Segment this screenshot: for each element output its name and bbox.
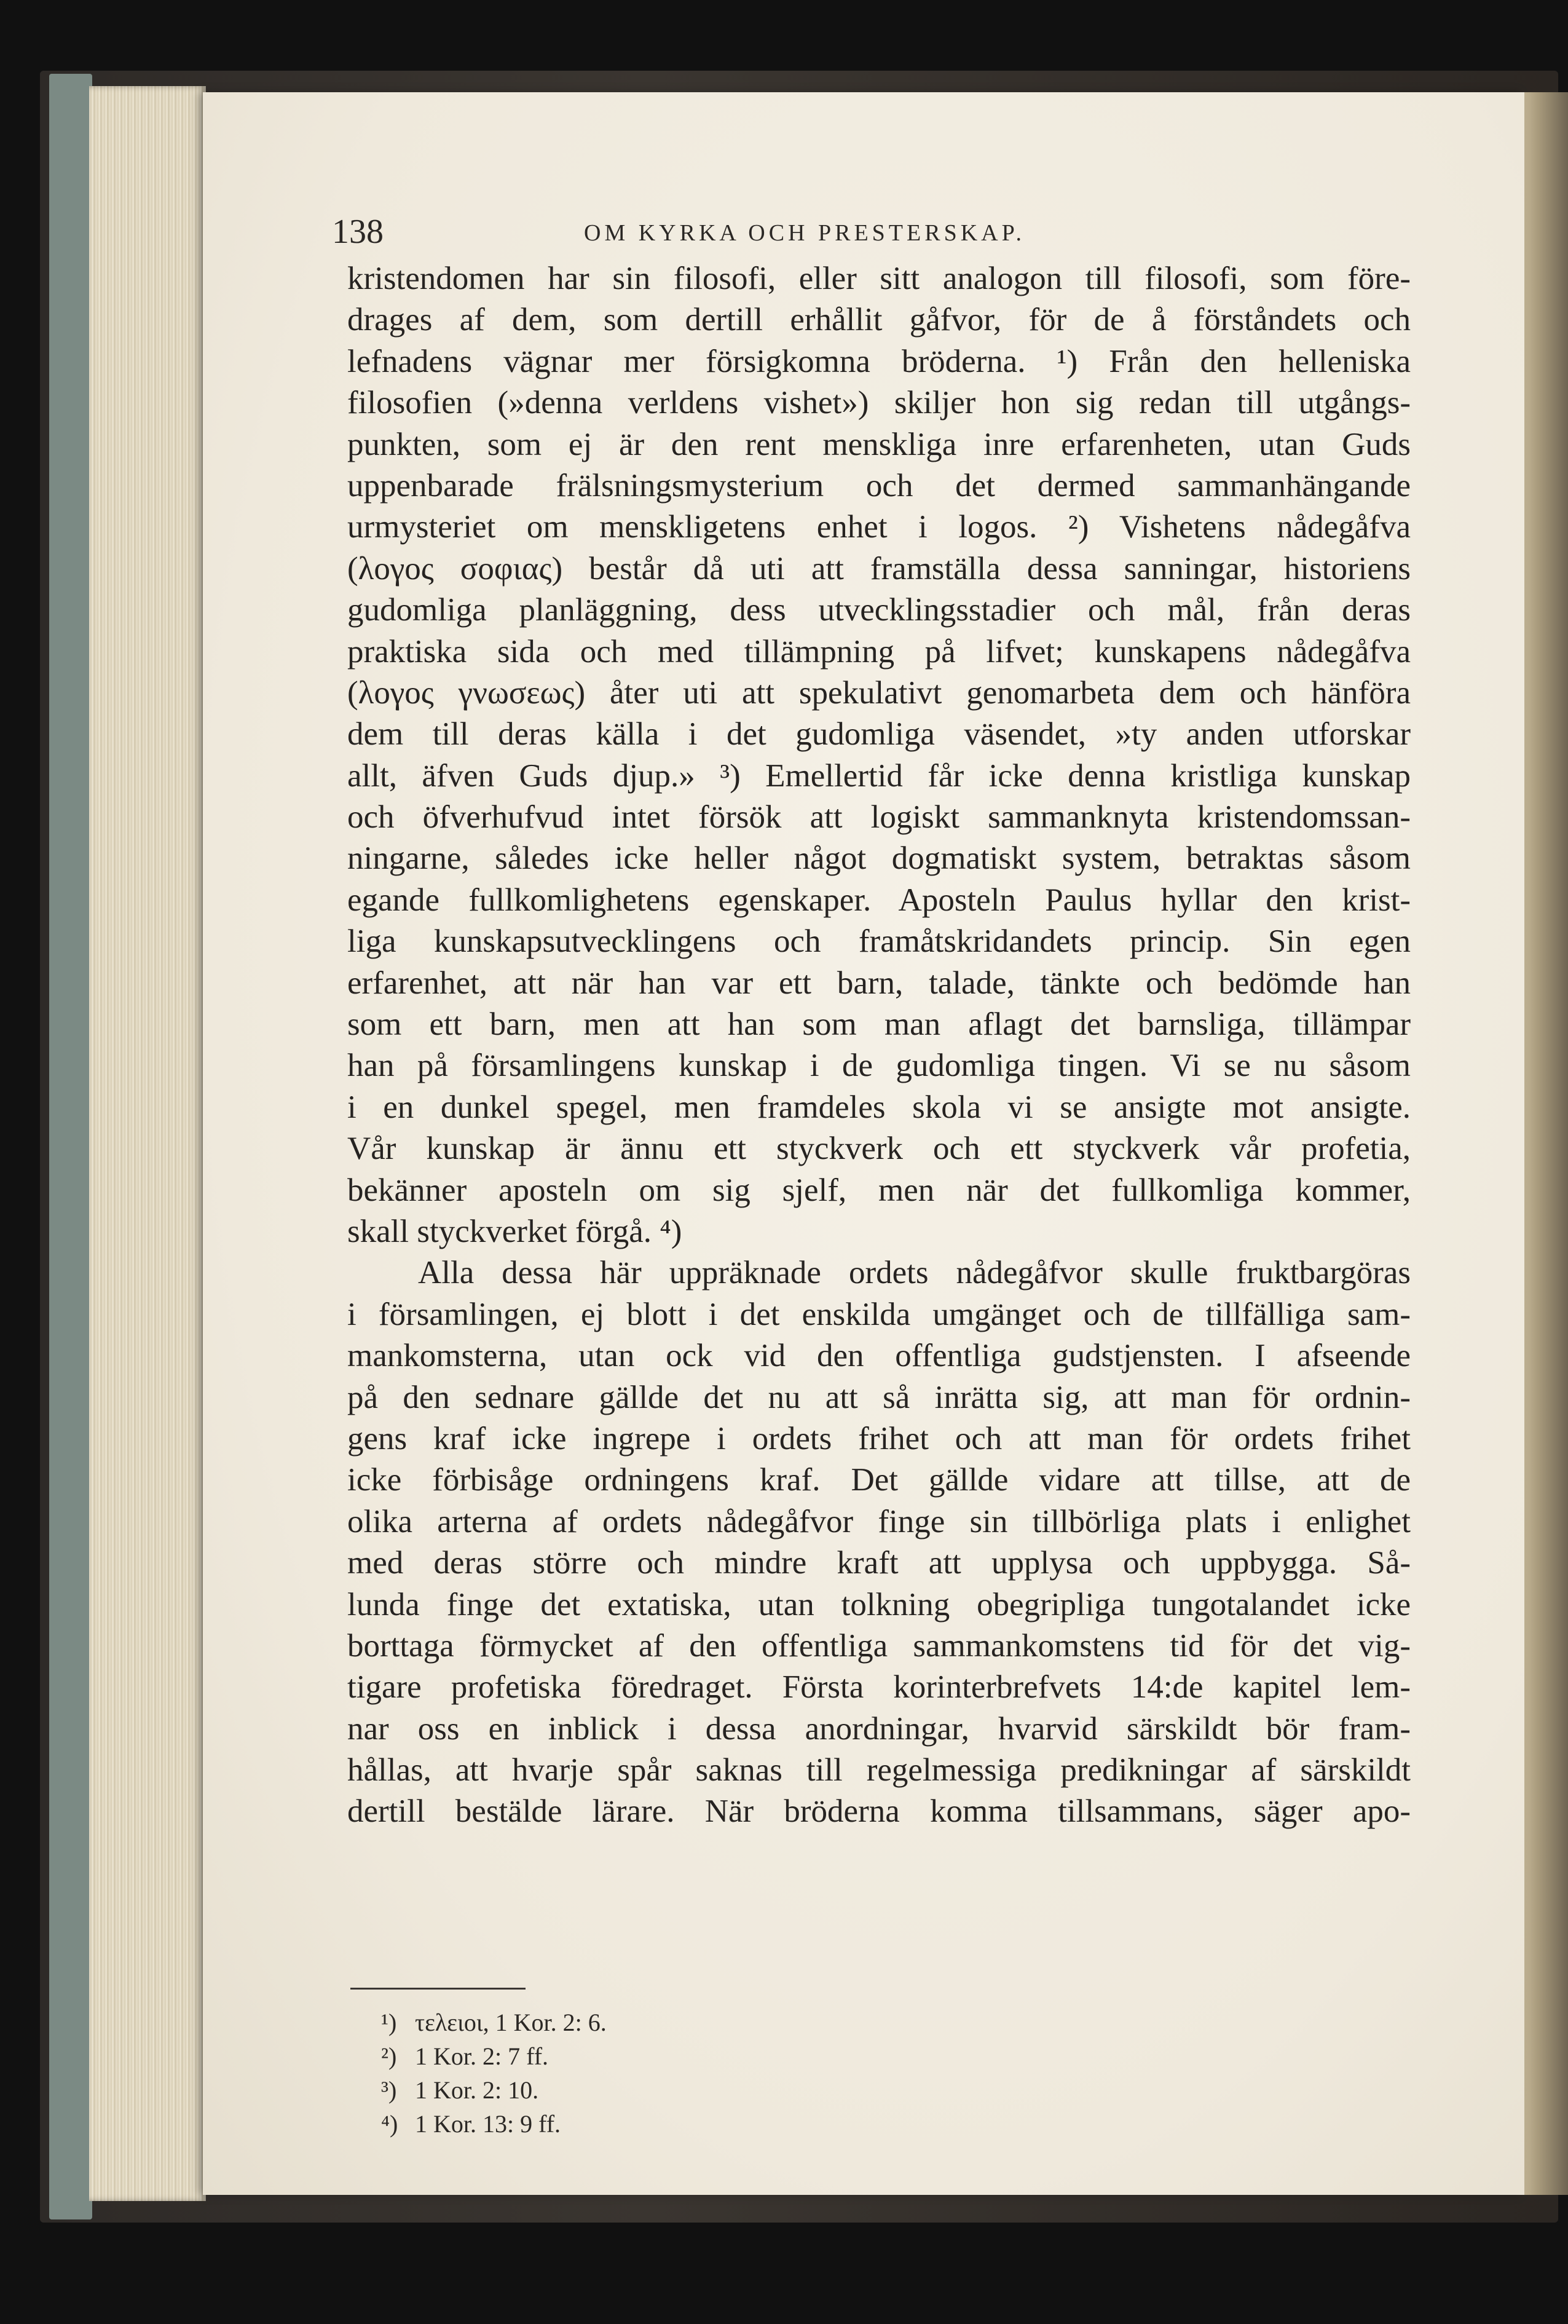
text-line: bekänner aposteln om sig sjelf, men när det fullkomliga kommer, bbox=[347, 1172, 1411, 1208]
text-line: praktiska sida och med tillämpning på lifvet; kunskapens nådegåfva bbox=[347, 633, 1411, 670]
text-line: mankomsterna, utan ock vid den offentliga gudstjensten. I afseende bbox=[347, 1338, 1411, 1374]
body-text bbox=[347, 258, 1411, 1833]
footnote-text: τελειοι, 1 Kor. 2: 6. bbox=[415, 2009, 607, 2036]
text-line: allt, äfven Guds djup.» ³) Emellertid får icke denna kristliga kunskap bbox=[347, 757, 1411, 794]
text-line: liga kunskapsutvecklingens och framåtskridandets princip. Sin egen bbox=[347, 923, 1411, 960]
text-line: erfarenhet, att när han var ett barn, talade, tänkte och bedömde han bbox=[347, 965, 1411, 1001]
text-line: ningarne, således icke heller något dogmatiskt system, betraktas såsom bbox=[347, 840, 1411, 877]
running-title: OM KYRKA OCH PRESTERSKAP. bbox=[584, 220, 1026, 246]
text-line: han på församlingens kunskap i de gudomliga tingen. Vi se nu såsom bbox=[347, 1048, 1411, 1084]
text-line: Vår kunskap är ännu ett styckverk och ett styckverk vår profetia, bbox=[347, 1131, 1411, 1167]
text-line: gudomliga planläggning, dess utvecklingsstadier och mål, från deras bbox=[347, 592, 1411, 628]
text-line: nar oss en inblick i dessa anordningar, hvarvid särskildt bör fram- bbox=[347, 1710, 1411, 1747]
text-line: i en dunkel spegel, men framdeles skola vi se ansigte mot ansigte. bbox=[347, 1089, 1411, 1125]
footnotes bbox=[381, 2006, 996, 2141]
footnote-text: 1 Kor. 2: 10. bbox=[415, 2076, 539, 2104]
text-line: lefnadens vägnar mer försigkomna bröderna. ¹) Från den helleniska bbox=[347, 343, 1411, 379]
text-line: egande fullkomlighetens egenskaper. Aposteln Paulus hyllar den krist- bbox=[347, 882, 1411, 918]
text-line: icke förbisåge ordningens kraf. Det gällde vidare att tillse, att de bbox=[347, 1462, 1411, 1498]
footnote-mark: ³) bbox=[381, 2076, 397, 2104]
page-number: 138 bbox=[332, 213, 384, 251]
page-stack-edges bbox=[89, 86, 206, 2201]
text-line: gens kraf icke ingrepe i ordets frihet och att man för ordets frihet bbox=[347, 1420, 1411, 1456]
text-line: uppenbarade frälsningsmysterium och det dermed sammanhängande bbox=[347, 467, 1411, 504]
paragraph-start-line: Alla dessa här uppräknade ordets nådegåfvor skulle fruktbargöras bbox=[418, 1255, 1411, 1291]
text-line: skall styckverket förgå. ⁴) bbox=[347, 1213, 682, 1249]
text-line: borttaga förmycket af den offentliga sammankomstens tid för det vig- bbox=[347, 1627, 1411, 1664]
footnote-mark: ¹) bbox=[381, 2009, 397, 2036]
text-line: urmysteriet om menskligetens enhet i logos. ²) Vishetens nådegåfva bbox=[347, 509, 1411, 545]
text-line: olika arterna af ordets nådegåfvor finge sin tillbörliga plats i enlighet bbox=[347, 1503, 1411, 1539]
text-line: dem till deras källa i det gudomliga väsendet, »ty anden utforskar bbox=[347, 716, 1411, 753]
text-line: och öfverhufvud intet försök att logiskt sammanknyta kristendomssan- bbox=[347, 799, 1411, 836]
text-line: tigare profetiska föredraget. Första korinterbrefvets 14:de kapitel lem- bbox=[347, 1669, 1411, 1705]
footnote bbox=[381, 2073, 996, 2107]
book-page bbox=[203, 92, 1524, 2195]
text-line: som ett barn, men att han som man aflagt det barnsliga, tillämpar bbox=[347, 1006, 1411, 1043]
cover-edge bbox=[49, 74, 92, 2219]
text-line: punkten, som ej är den rent menskliga inre erfarenheten, utan Guds bbox=[347, 426, 1411, 462]
text-line: (λογος σοφιας) består då uti att framställa dessa sanningar, historiens bbox=[347, 550, 1411, 587]
gutter-shadow bbox=[1518, 92, 1568, 2195]
text-line: på den sednare gällde det nu att så inrätta sig, att man för ordnin- bbox=[347, 1379, 1411, 1415]
footnote bbox=[381, 2107, 996, 2141]
text-line: kristendomen har sin filosofi, eller sitt analogon till filosofi, som före- bbox=[347, 261, 1411, 296]
footnote-text: 1 Kor. 13: 9 ff. bbox=[415, 2110, 561, 2138]
footnote-divider bbox=[350, 1988, 526, 1990]
text-line: dertill bestälde lärare. När bröderna komma tillsammans, säger apo- bbox=[347, 1793, 1411, 1830]
footnote bbox=[381, 2039, 996, 2073]
footnote bbox=[381, 2006, 996, 2039]
text-line: i församlingen, ej blott i det enskilda umgänget och de tillfälliga sam- bbox=[347, 1296, 1411, 1332]
footnote-mark: ⁴) bbox=[381, 2110, 398, 2138]
text-line: med deras större och mindre kraft att upplysa och uppbygga. Så- bbox=[347, 1545, 1411, 1581]
text-line: filosofien (»denna verldens vishet») skiljer hon sig redan till utgångs- bbox=[347, 385, 1411, 421]
text-line: (λογος γνωσεως) åter uti att spekulativt genomarbeta dem och hänföra bbox=[347, 674, 1411, 711]
text-line: drages af dem, som dertill erhållit gåfvor, för de å förståndets och bbox=[347, 302, 1411, 338]
footnote-text: 1 Kor. 2: 7 ff. bbox=[415, 2042, 549, 2070]
text-line: hållas, att hvarje spår saknas till regelmessiga predikningar af särskildt bbox=[347, 1752, 1411, 1788]
text-line: lunda finge det extatiska, utan tolkning obegripliga tungotalandet icke bbox=[347, 1586, 1411, 1622]
footnote-mark: ²) bbox=[381, 2042, 397, 2070]
running-head bbox=[203, 212, 1524, 261]
